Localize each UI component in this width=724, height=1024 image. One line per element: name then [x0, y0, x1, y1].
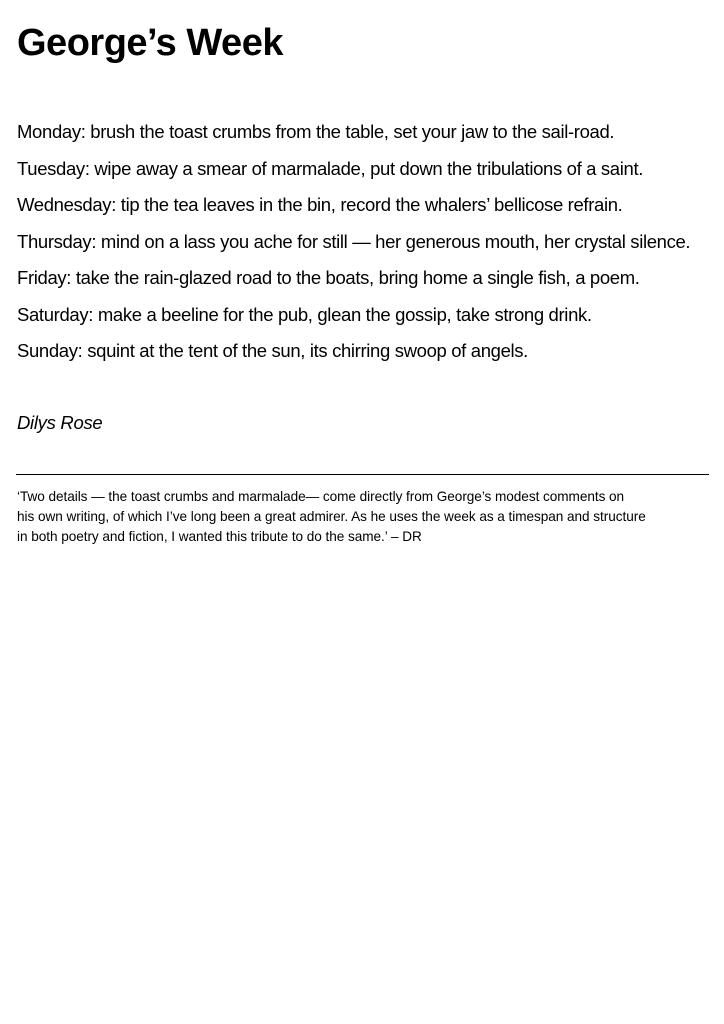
poem-line-thursday: Thursday: mind on a lass you ache for still — her generous mouth, her crystal silence.	[17, 230, 691, 252]
author-note-line: ‘Two details — the toast crumbs and marmalade— come directly from George’s modest comments on	[17, 489, 625, 504]
poem	[17, 114, 690, 370]
author-name: Dilys Rose	[17, 412, 103, 433]
poem-line-friday: Friday: take the rain-glazed road to the boats, bring home a single fish, a poem.	[17, 267, 640, 288]
poem-line-monday: Monday: brush the toast crumbs from the table, set your jaw to the sail-road.	[17, 121, 615, 142]
page-title: George’s Week	[17, 22, 283, 64]
poem-line-saturday: Saturday: make a beeline for the pub, glean the gossip, take strong drink.	[17, 303, 592, 325]
poem-line-tuesday: Tuesday: wipe away a smear of marmalade, put down the tribulations of a saint.	[17, 157, 644, 179]
author-note-line: in both poetry and fiction, I wanted this tribute to do the same.’ – DR	[17, 529, 422, 544]
poem-line-wednesday: Wednesday: tip the tea leaves in the bin, record the whalers’ bellicose refrain.	[17, 194, 623, 215]
poem-line-sunday: Sunday: squint at the tent of the sun, its chirring swoop of angels.	[17, 340, 528, 361]
divider	[16, 474, 709, 475]
author-note-line: his own writing, of which I’ve long been a great admirer. As he uses the week as a timespan and structure	[17, 509, 646, 524]
author-note	[17, 487, 717, 547]
